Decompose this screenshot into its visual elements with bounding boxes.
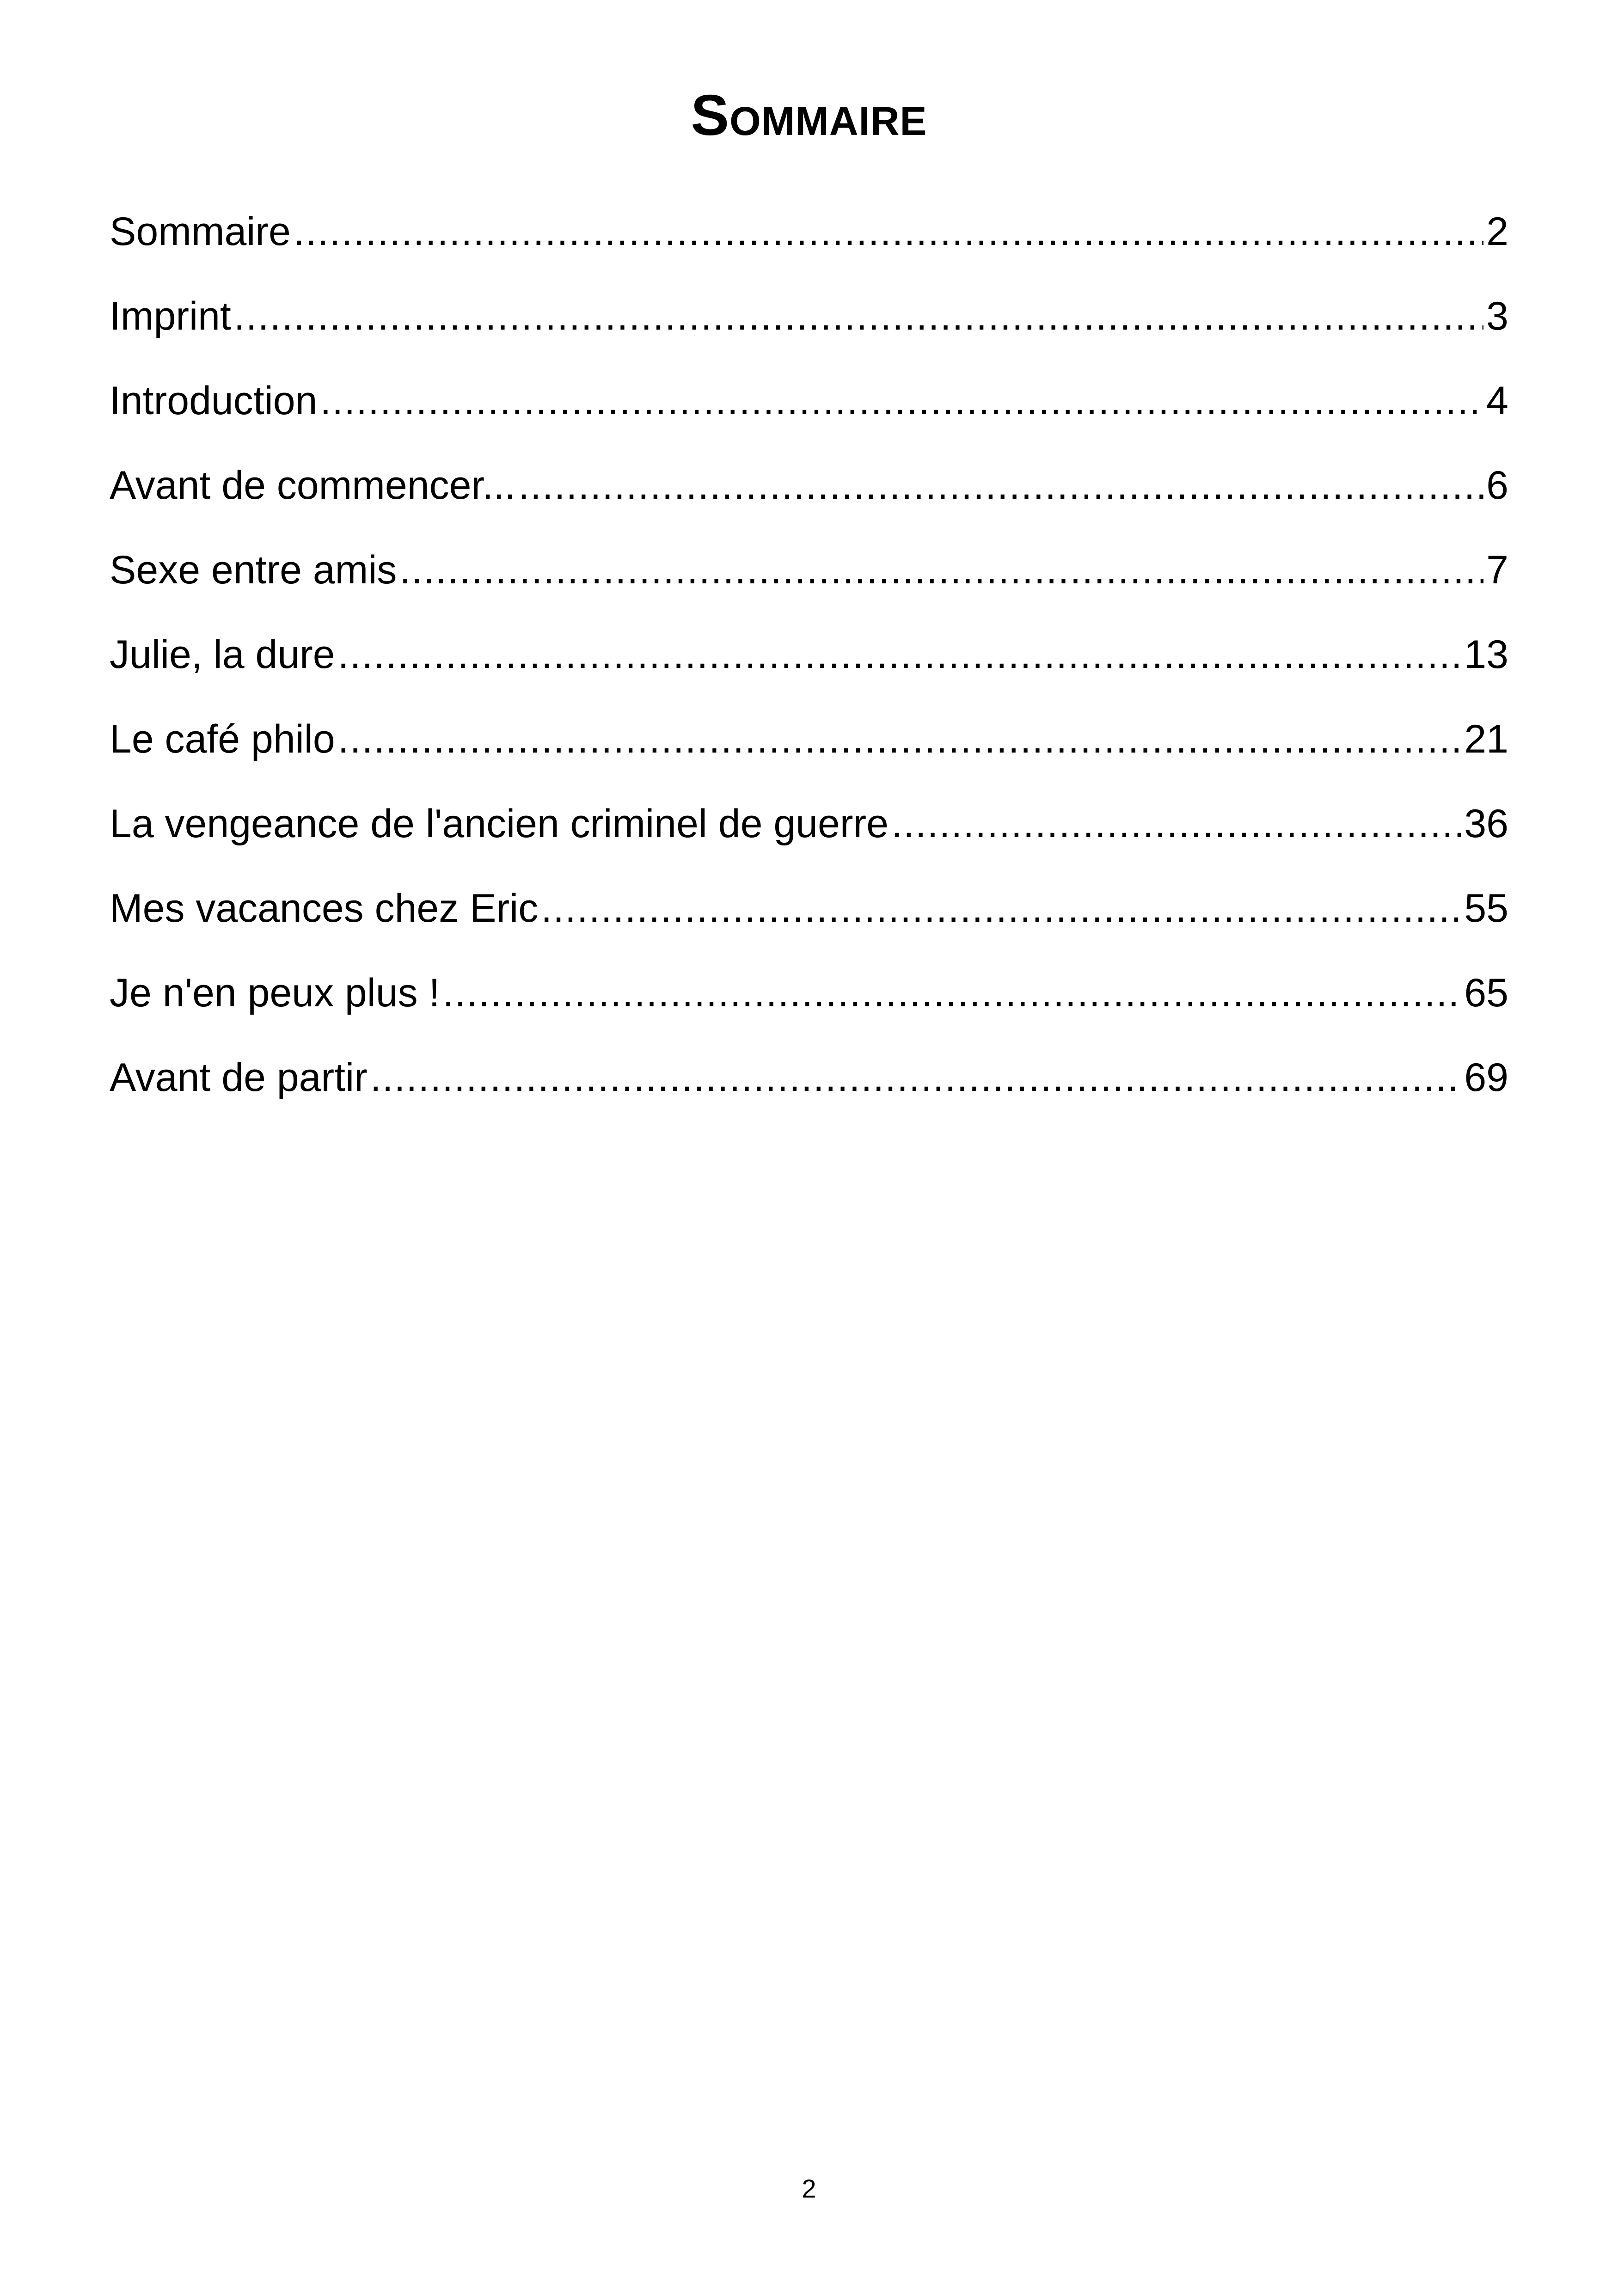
toc-entry-label: Imprint [110, 294, 231, 338]
toc-entry[interactable] [110, 697, 1508, 782]
toc-dot-leader [541, 866, 1461, 951]
toc-entry-page: 69 [1464, 1055, 1508, 1100]
toc-entry-page: 36 [1464, 802, 1508, 846]
toc-entry-page: 7 [1486, 548, 1508, 592]
toc-entry-page: 4 [1486, 379, 1508, 423]
toc-entry[interactable] [110, 782, 1508, 866]
toc-dot-leader [399, 528, 1483, 612]
toc-dot-leader [294, 190, 1483, 274]
toc-entry-label: Julie, la dure [110, 632, 335, 677]
toc-dot-leader [338, 612, 1462, 697]
table-of-contents [110, 190, 1508, 1120]
toc-dot-leader [234, 274, 1483, 359]
toc-entry-label: Avant de commencer... [110, 463, 515, 508]
toc-entry[interactable] [110, 951, 1508, 1035]
toc-entry-page: 3 [1486, 294, 1508, 338]
toc-entry[interactable] [110, 443, 1508, 528]
toc-entry[interactable] [110, 359, 1508, 443]
toc-entry-label: Le café philo [110, 717, 335, 761]
toc-dot-leader [891, 782, 1461, 866]
toc-entry[interactable] [110, 528, 1508, 612]
toc-entry-label: Sommaire [110, 209, 291, 254]
toc-dot-leader [338, 697, 1462, 782]
page-number: 2 [802, 2174, 816, 2203]
toc-entry-label: Mes vacances chez Eric [110, 886, 539, 931]
toc-entry[interactable] [110, 612, 1508, 697]
toc-entry-label: Avant de partir [110, 1055, 368, 1100]
toc-entry-page: 6 [1486, 463, 1508, 508]
toc-entry[interactable] [110, 274, 1508, 359]
toc-dot-leader [320, 359, 1483, 443]
toc-entry-page: 21 [1464, 717, 1508, 761]
toc-entry[interactable] [110, 190, 1508, 274]
toc-entry-page: 2 [1486, 209, 1508, 254]
toc-entry-page: 55 [1464, 886, 1508, 931]
toc-entry-page: 65 [1464, 971, 1508, 1015]
toc-entry-label: Introduction [110, 379, 318, 423]
toc-entry-label: Sexe entre amis [110, 548, 397, 592]
toc-dot-leader [518, 443, 1483, 528]
toc-entry[interactable] [110, 866, 1508, 951]
page-title: Sommaire [691, 84, 927, 147]
toc-entry-page: 13 [1464, 632, 1508, 677]
toc-dot-leader [370, 1035, 1462, 1120]
toc-entry-label: La vengeance de l'ancien criminel de guerre [110, 802, 889, 846]
toc-entry-label: Je n'en peux plus ! [110, 971, 440, 1015]
toc-entry[interactable] [110, 1035, 1508, 1120]
toc-dot-leader [442, 951, 1461, 1035]
